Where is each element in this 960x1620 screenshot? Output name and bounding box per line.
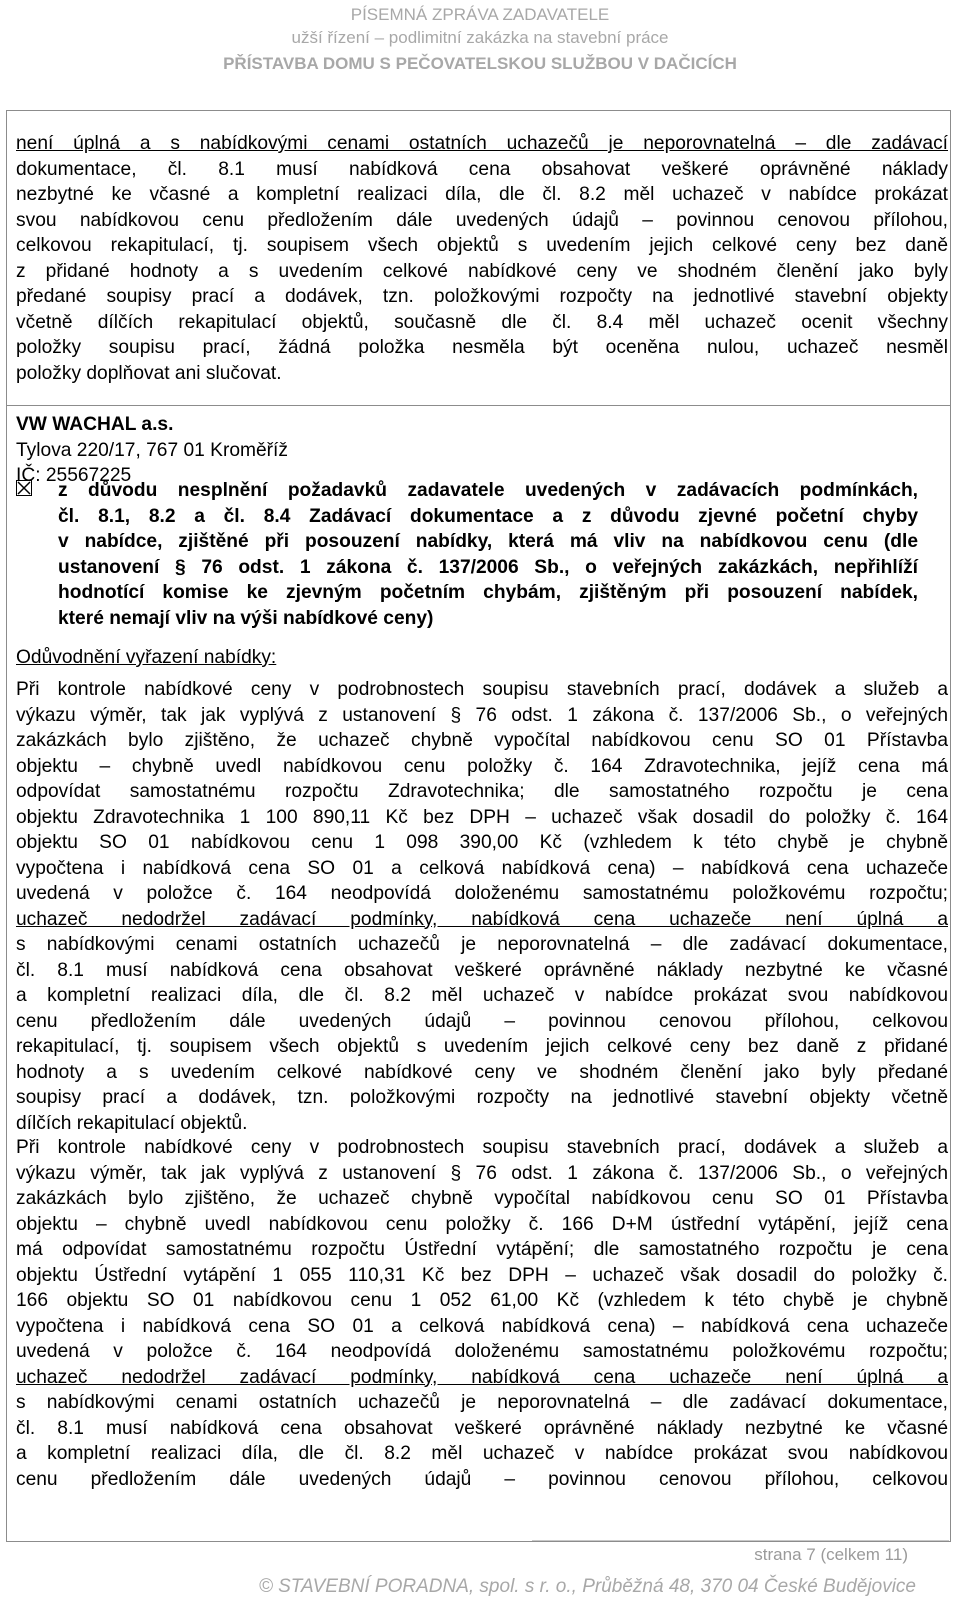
text-line: uchazeč nedodržel zadávací podmínky, nabídková cena uchazeče není úplná a	[16, 908, 948, 930]
text-line: položky soupisu prací, žádná položka nesměla být oceněna nulou, uchazeč nesměl	[16, 337, 948, 358]
text-line: Při kontrole nabídkové ceny v podrobnostech soupisu stavebních prací, dodávek a služeb a	[16, 1137, 948, 1158]
text-line: vypočtena i nabídková cena SO 01 a celková nabídková cena) – nabídková cena uchazeče	[16, 1315, 948, 1337]
text-line: z přidané hodnoty a s uvedením celkové nabídkové ceny ve shodném členění jako byly	[16, 260, 948, 282]
text-line: s nabídkovými cenami ostatních uchazečů je neporovnatelná – dle zadávací dokumentace,	[16, 1392, 948, 1413]
text-line: vypočtena i nabídková cena SO 01 a celková nabídková cena) – nabídková cena uchazeče	[16, 857, 948, 879]
text-line: hodnoty a s uvedením celkové nabídkové ceny ve shodném členění jako byly předané	[16, 1061, 948, 1083]
text-line: zakázkách bylo zjištěno, že uchazeč chybně vypočítal nabídkovou cenu SO 01 Přístavba	[16, 730, 948, 751]
exclusion-reason	[58, 478, 918, 631]
text-line: dílčích rekapitulací objektů.	[16, 1112, 248, 1134]
paragraph-block-2	[16, 677, 948, 1136]
text-line: výkazu výměr, tak jak vyplývá z ustanovení § 76 odst. 1 zákona č. 137/2006 Sb., o veřejných	[16, 704, 948, 726]
text-line: včetně dílčích rekapitulací objektů, současně dle čl. 8.4 měl uchazeč ocenit všechny	[16, 311, 948, 333]
text-line: uvedená v položce č. 164 neodpovídá doloženému samostatnému položkovému rozpočtu;	[16, 883, 948, 904]
text-line: 166 objektu SO 01 nabídkovou cenu 1 052 61,00 Kč (vzhledem k této chybě je chybně	[16, 1290, 948, 1311]
header-line-2: užší řízení – podlimitní zakázka na stavební práce	[291, 28, 669, 47]
text-line: cenu předložením dále uvedených údajů – povinnou cenovou přílohou, celkovou	[16, 1468, 948, 1490]
text-line: a kompletní realizaci díla, dle čl. 8.2 měl uchazeč v nabídce prokázat svou nabídkovou	[16, 985, 948, 1006]
text-line: čl. 8.1 musí nabídková cena obsahovat veškeré oprávněné náklady nezbytné ke včasné	[16, 1417, 948, 1439]
text-line: má odpovídat samostatnému rozpočtu Ústřední vytápění; dle samostatného rozpočtu je cena	[16, 1239, 948, 1260]
text-line: předané soupisy prací a dodávek, tzn. položkovými rozpočty na jednotlivé stavební objekty	[16, 286, 948, 307]
checked-box-icon	[16, 480, 32, 496]
text-line: objektu – chybně uvedl nabídkovou cenu položky č. 166 D+M ústřední vytápění, jejíž cena	[16, 1213, 948, 1235]
text-line: a kompletní realizaci díla, dle čl. 8.2 měl uchazeč v nabídce prokázat svou nabídkovou	[16, 1443, 948, 1464]
contractor-ico: IČ: 25567225	[16, 465, 132, 486]
contractor-name: VW WACHAL a.s.	[16, 414, 174, 435]
text-line: soupisy prací a dodávek, tzn. položkovými rozpočty na jednotlivé stavební objekty včetně	[16, 1087, 948, 1108]
text-line: svou nabídkovou cenu předložením dále uvedených údajů – povinnou cenovou přílohou,	[16, 209, 948, 231]
text-line: nezbytné ke včasné a kompletní realizaci díla, dle čl. 8.2 měl uchazeč v nabídce prokázat	[16, 184, 948, 205]
text-line: výkazu výměr, tak jak vyplývá z ustanovení § 76 odst. 1 zákona č. 137/2006 Sb., o veřejných	[16, 1162, 948, 1184]
header-line-1: PÍSEMNÁ ZPRÁVA ZADAVATELE	[350, 5, 610, 24]
text-line: rekapitulací, tj. soupisem všech objektů s uvedením jejich celkové ceny bez daně z přidané	[16, 1036, 948, 1057]
reason-line: hodnotící komise ke zjevným početním chybám, zjištěným při posouzení nabídek,	[58, 582, 918, 603]
reason-line: v nabídce, zjištěné při posouzení nabídky, která má vliv na nabídkovou cenu (dle	[58, 531, 918, 552]
text-line	[16, 131, 948, 157]
text-line: objektu Ústřední vytápění 1 055 110,31 Kč bez DPH – uchazeč však dosadil do položky č.	[16, 1264, 948, 1286]
text-line: objektu SO 01 nabídkovou cenu 1 098 390,00 Kč (vzhledem k této chybě je chybně	[16, 832, 948, 853]
text-line: uchazeč nedodržel zadávací podmínky, nabídková cena uchazeče není úplná a	[16, 1366, 948, 1388]
text-line: odpovídat samostatnému rozpočtu Zdravotechnika; dle samostatného rozpočtu je cena	[16, 781, 948, 802]
text-line: zakázkách bylo zjištěno, že uchazeč chybně vypočítal nabídkovou cenu SO 01 Přístavba	[16, 1188, 948, 1209]
text-line: s nabídkovými cenami ostatních uchazečů je neporovnatelná – dle zadávací dokumentace,	[16, 934, 948, 955]
text-line: celkovou rekapitulací, tj. soupisem všech objektů s uvedením jejich celkové ceny bez daně	[16, 235, 948, 256]
justification-title: Odůvodnění vyřazení nabídky:	[16, 647, 277, 668]
text-line: dokumentace, čl. 8.1 musí nabídková cena obsahovat veškeré oprávněné náklady	[16, 158, 948, 180]
page-number: strana 7 (celkem 11)	[754, 1545, 908, 1564]
section-divider	[6, 405, 951, 406]
reason-line: které nemají vliv na výši nabídkové ceny)	[58, 607, 434, 629]
contractor-address: Tylova 220/17, 767 01 Kroměříž	[16, 439, 288, 461]
text-line: položky doplňovat ani slučovat.	[16, 362, 282, 384]
reason-line: čl. 8.1, 8.2 a čl. 8.4 Zadávací dokumentace a z důvodu zjevné početní chyby	[58, 505, 918, 527]
footer-rule	[532, 1540, 949, 1541]
reason-line: ustanovení § 76 odst. 1 zákona č. 137/2006 Sb., o veřejných zakázkách, nepřihlíží	[58, 556, 918, 578]
paragraph-block-1	[16, 131, 948, 386]
underlined-text: není úplná a s nabídkovými cenami ostatních uchazečů je neporovnatelná – dle zadávací	[16, 133, 948, 154]
text-line: cenu předložením dále uvedených údajů – povinnou cenovou přílohou, celkovou	[16, 1010, 948, 1032]
paragraph-block-3	[16, 1135, 948, 1492]
text-line: Při kontrole nabídkové ceny v podrobnostech soupisu stavebních prací, dodávek a služeb a	[16, 679, 948, 700]
text-line: uvedená v položce č. 164 neodpovídá doloženému samostatnému položkovému rozpočtu;	[16, 1341, 948, 1362]
header-line-3: PŘÍSTAVBA DOMU S PEČOVATELSKOU SLUŽBOU V DAČICÍCH	[223, 54, 737, 73]
text-line: objektu – chybně uvedl nabídkovou cenu položky č. 164 Zdravotechnika, jejíž cena má	[16, 755, 948, 777]
text-line: čl. 8.1 musí nabídková cena obsahovat veškeré oprávněné náklady nezbytné ke včasné	[16, 959, 948, 981]
reason-line: z důvodu nesplnění požadavků zadavatele uvedených v zadávacích podmínkách,	[58, 480, 918, 501]
text-line: objektu Zdravotechnika 1 100 890,11 Kč bez DPH – uchazeč však dosadil do položky č. 164	[16, 806, 948, 828]
footer-copyright: © STAVEBNÍ PORADNA, spol. s r. o., Průběžná 48, 370 04 České Budějovice	[258, 1576, 916, 1597]
